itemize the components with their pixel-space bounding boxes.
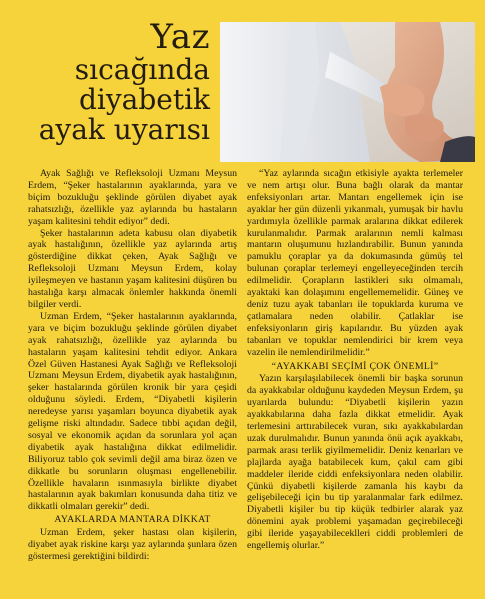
left-column [28, 168, 237, 563]
article-headline [20, 17, 210, 146]
foot-massage-photo [220, 22, 475, 162]
headline-line-1: Yaz [150, 17, 210, 57]
left-paragraph-1: Ayak Sağlığı ve Refleksoloji Uzmanı Meysun Erdem, “Şeker hastalarının ayaklarında, yara ve biçim bozukluğu şeklinde görülen diyabet ayak rahatsızlığı, özellikle yaz aylarında bu hastaların yaşam kalitesini tehdit ediyor” dedi. [28, 168, 237, 227]
left-paragraph-3: Uzman Erdem, “Şeker hastalarının ayaklarında, yara ve biçim bozukluğu şeklinde görülen diyabet ayak rahatsızlığı, özellikle yaz aylarında bu hastaların yaşam kalitesini tehdit ediyor. Ankara Özel Güven Hastanesi Ayak Sağlığı ve Refleksoloji Uzmanı Meysun Erdem, diyabetik ayak hastalığının, şeker hastalarında görülen kronik bir yara çeşidi olduğunu söyledi. Erdem, “Diyabetli kişilerin neredeyse yarısı yaşamları boyunca diyabetik ayak gelişme riski altındadır. Sadece tıbbi açıdan değil, sosyal ve ekonomik açıdan da sorunlara yol açan diyabetik ayak hastalığına dikkat edilmelidir. Biliyoruz tablo çok sevimli değil ama biraz özen ve dikkatle bu sorunların oluşması engellenebilir. Özellikle havaların ısınmasıyla birlikte diyabet hastalarının ayak bakımları konusunda daha titiz ve dikkatli olmaları gerekir” dedi. [28, 310, 237, 513]
left-paragraph-4: Uzman Erdem, şeker hastası olan kişilerin, diyabet ayak riskine karşı yaz aylarında şunlara özen göstermesi gerektiğini bildirdi: [28, 527, 237, 562]
right-column [247, 168, 463, 552]
right-paragraph-1: “Yaz aylarında sıcağın etkisiyle ayakta terlemeler ve nem artışı olur. Buna bağlı olarak da mantar enfeksiyonları artar. Mantarı engellemek için ise ayaklar her gün düzenli yıkanmalı, yumuşak bir havlu yardımıyla özellikle parmak aralarına dikkat edilerek kurulanmalıdır. Parmak aralarının nemli kalması mantarın oluşumunu hızlandırabilir. Bunun yanında pamuklu çoraplar ya da dokumasında gümüş tel bulunan çoraplar terlemeyi engelleyeceğinden tercih edilmelidir. Çorapların lastikleri sıkı olmamalı, ayaktaki kan dolaşımını engellememelidir. Güneş ve deniz tuzu ayak tabanları ile topuklarda kuruma ve çatlamalara neden olabilir. Çatlaklar ise enfeksiyonların giriş kapılarıdır. Bu yüzden ayak tabanları ve topuklar nemlendirici bir krem veya vazelin ile nemlendirilmelidir.” [247, 168, 463, 358]
headline-line-2: sıcağında [74, 53, 210, 86]
left-subheading: AYAKLARDA MANTARA DİKKAT [54, 514, 211, 526]
right-paragraph-2: Yazın karşılaşılabilecek önemli bir başka sorunun da ayakkabılar olduğunu kaydeden Meysun Erdem, şu uyarılarda bulundu: “Diyabetli kişilerin yazın ayakkabılarına daha fazla dikkat etmelidir. Ayak terlemesini arttırabilecek vuran, sıkı ayakkabılardan uzak durulmalıdır. Bunun yanında önü açık ayakkabı, parmak arası terlik giyilmemelidir. Deniz kenarları ve plajlarda ayağa batabilecek kum, çakıl cam gibi maddeler ileride ciddi enfeksiyonlara neden olabilir. Çünkü diyabetli kişilerde zamanla his kaybı da gelişebileceği için bu tip yaralanmalar fark edilmez. Diyabetli kişiler bu tip küçük tedbirler alarak yaz dönemini ayak problemi yaşamadan geçirebileceği gibi ileride yaşayabileceklleri ciddi problemleri de engellemiş olurlar.” [247, 373, 463, 552]
right-subheading: “AYAKKABI SEÇİMİ ÇOK ÖNEMLİ” [271, 360, 439, 372]
foot-massage-illustration [220, 22, 475, 162]
left-paragraph-2: Şeker hastalarının adeta kabusu olan diyabetik ayak hastalığının, özellikle yaz aylarında artış gösterdiğine dikkat çeken, Ayak Sağlığı ve Refleksoloji Uzmanı Meysun Erdem, kolay iyileşmeyen ve hastanın yaşam kalitesini düşüren bu hastalığa karşı almacak önlemler hakkında önemli bilgiler verdi. [28, 227, 237, 310]
headline-line-4: ayak uyarısı [38, 113, 210, 146]
headline-line-3: diyabetik [78, 83, 210, 116]
